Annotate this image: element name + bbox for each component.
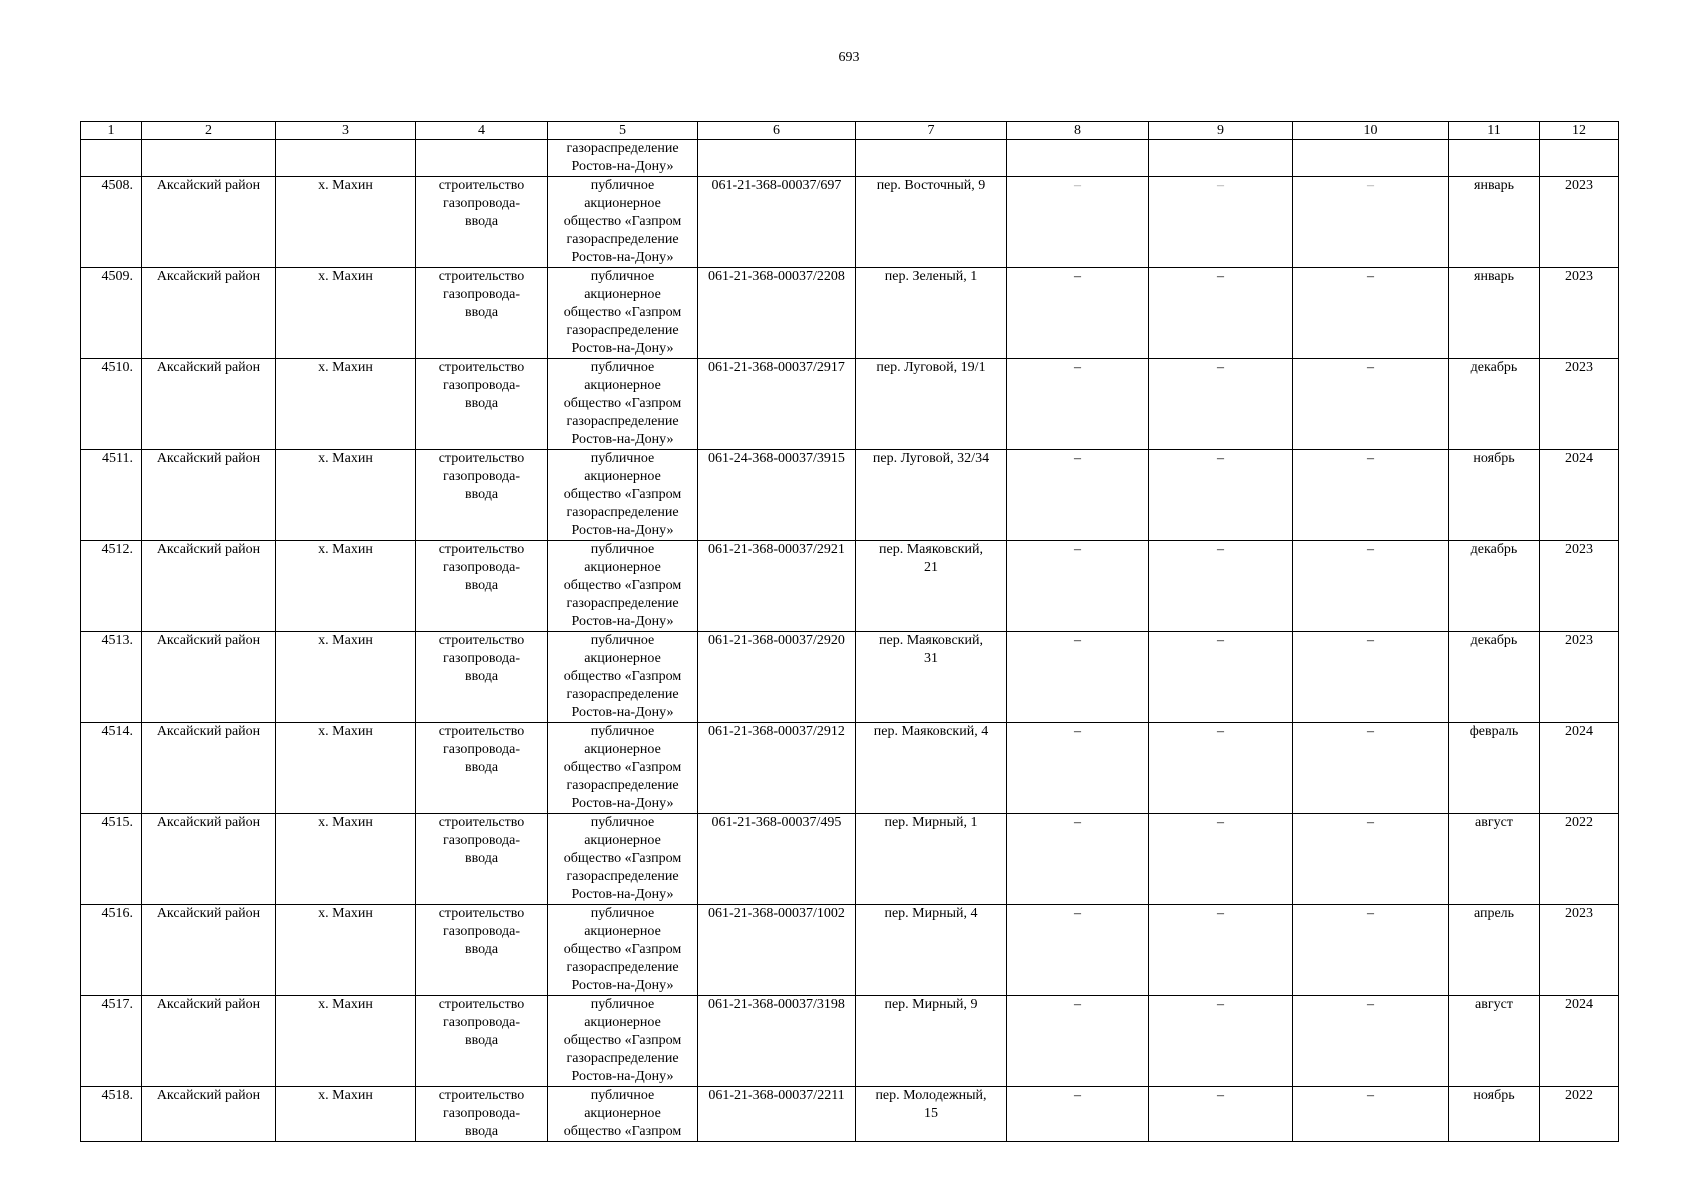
cell-month: ноябрь — [1449, 1087, 1540, 1142]
cell-organization — [548, 723, 698, 814]
address-line: пер. Мирный, 9 — [884, 997, 978, 1012]
cell-address — [856, 359, 1007, 450]
organization-line: газораспределение — [566, 960, 679, 975]
cell-col-10: – — [1293, 450, 1449, 541]
cell-object-code: 061-24-368-00037/3915 — [698, 450, 856, 541]
cell-address — [856, 996, 1007, 1087]
work-type-line: ввода — [464, 1124, 499, 1139]
cell-address — [856, 268, 1007, 359]
work-type-line: строительство — [438, 269, 525, 284]
organization-line: общество «Газпром — [563, 214, 682, 229]
cell-organization — [548, 541, 698, 632]
organization-line: общество «Газпром — [563, 487, 682, 502]
cell-settlement: х. Махин — [276, 905, 416, 996]
cell-col-10: – — [1293, 905, 1449, 996]
work-type-line: строительство — [438, 1088, 525, 1103]
address-line: пер. Зеленый, 1 — [884, 269, 978, 284]
cell-object-code: 061-21-368-00037/2912 — [698, 723, 856, 814]
cell-col-9: – — [1149, 1087, 1293, 1142]
cell-col-10: – — [1293, 723, 1449, 814]
organization-line: газораспределение — [566, 141, 679, 156]
cell-district: Аксайский район — [142, 905, 276, 996]
work-type-line: ввода — [464, 1033, 499, 1048]
header-cell: 6 — [698, 122, 856, 140]
cell-col-9: – — [1149, 632, 1293, 723]
cell-col-9: – — [1149, 177, 1293, 268]
cell-number: 4509. — [81, 268, 142, 359]
work-type-line: строительство — [438, 542, 525, 557]
header-cell: 12 — [1540, 122, 1619, 140]
organization-line: публичное — [590, 542, 655, 557]
cell-organization — [548, 905, 698, 996]
cell-col-9: – — [1149, 541, 1293, 632]
cell-address — [856, 905, 1007, 996]
cell-empty — [1007, 140, 1149, 177]
table-row — [81, 541, 1619, 632]
cell-month: январь — [1449, 177, 1540, 268]
work-type-line: ввода — [464, 942, 499, 957]
organization-line: акционерное — [584, 469, 661, 484]
cell-object-code: 061-21-368-00037/1002 — [698, 905, 856, 996]
header-cell: 4 — [416, 122, 548, 140]
cell-year: 2023 — [1540, 359, 1619, 450]
organization-line: газораспределение — [566, 323, 679, 338]
cell-col-10: – — [1293, 1087, 1449, 1142]
cell-district: Аксайский район — [142, 814, 276, 905]
organization-line: публичное — [590, 815, 655, 830]
address-line: пер. Маяковский, — [879, 542, 983, 557]
work-type-line: строительство — [438, 178, 525, 193]
cell-empty — [1449, 140, 1540, 177]
organization-line: акционерное — [584, 378, 661, 393]
organization-line: газораспределение — [566, 414, 679, 429]
cell-work-type — [416, 905, 548, 996]
register-table — [80, 121, 1619, 1142]
cell-organization — [548, 140, 698, 177]
address-line: пер. Луговой, 19/1 — [876, 360, 986, 375]
organization-line: акционерное — [584, 560, 661, 575]
address-line: пер. Мирный, 4 — [884, 906, 978, 921]
address-line: пер. Молодежный, — [875, 1088, 987, 1103]
work-type-line: ввода — [464, 578, 499, 593]
work-type-line: строительство — [438, 360, 525, 375]
header-cell: 10 — [1293, 122, 1449, 140]
cell-month: январь — [1449, 268, 1540, 359]
organization-line: общество «Газпром — [563, 396, 682, 411]
work-type-line: газопровода- — [442, 196, 520, 211]
cell-col-8: – — [1007, 177, 1149, 268]
cell-work-type — [416, 996, 548, 1087]
cell-organization — [548, 814, 698, 905]
cell-district: Аксайский район — [142, 450, 276, 541]
cell-district: Аксайский район — [142, 541, 276, 632]
organization-line: акционерное — [584, 196, 661, 211]
cell-settlement: х. Махин — [276, 814, 416, 905]
work-type-line: строительство — [438, 724, 525, 739]
cell-col-9: – — [1149, 359, 1293, 450]
header-row — [81, 122, 1619, 140]
header-cell: 11 — [1449, 122, 1540, 140]
work-type-line: газопровода- — [442, 1106, 520, 1121]
cell-year: 2022 — [1540, 814, 1619, 905]
cell-empty — [698, 140, 856, 177]
cell-month: декабрь — [1449, 541, 1540, 632]
cell-col-10: – — [1293, 814, 1449, 905]
cell-number: 4510. — [81, 359, 142, 450]
cell-work-type — [416, 177, 548, 268]
cell-number: 4512. — [81, 541, 142, 632]
organization-line: публичное — [590, 360, 655, 375]
table-row — [81, 814, 1619, 905]
cell-month: август — [1449, 996, 1540, 1087]
organization-line: общество «Газпром — [563, 1124, 682, 1139]
cell-work-type — [416, 359, 548, 450]
organization-line: общество «Газпром — [563, 851, 682, 866]
cell-col-8: – — [1007, 996, 1149, 1087]
organization-line: общество «Газпром — [563, 669, 682, 684]
table-row — [81, 359, 1619, 450]
cell-col-8: – — [1007, 905, 1149, 996]
cell-empty — [142, 140, 276, 177]
table-row — [81, 177, 1619, 268]
cell-address — [856, 450, 1007, 541]
cell-work-type — [416, 723, 548, 814]
organization-line: публичное — [590, 1088, 655, 1103]
organization-line: газораспределение — [566, 505, 679, 520]
table-row — [81, 450, 1619, 541]
cell-district: Аксайский район — [142, 996, 276, 1087]
organization-line: Ростов-на-Дону» — [571, 705, 674, 720]
organization-line: Ростов-на-Дону» — [571, 1069, 674, 1084]
work-type-line: газопровода- — [442, 560, 520, 575]
page-number: 693 — [838, 50, 860, 65]
work-type-line: строительство — [438, 633, 525, 648]
cell-settlement: х. Махин — [276, 1087, 416, 1142]
work-type-line: ввода — [464, 760, 499, 775]
cell-settlement: х. Махин — [276, 723, 416, 814]
organization-line: газораспределение — [566, 687, 679, 702]
work-type-line: газопровода- — [442, 651, 520, 666]
cell-organization — [548, 268, 698, 359]
address-line: 31 — [924, 651, 938, 666]
cell-month: апрель — [1449, 905, 1540, 996]
work-type-line: газопровода- — [442, 469, 520, 484]
cell-empty — [1293, 140, 1449, 177]
organization-line: газораспределение — [566, 778, 679, 793]
cell-empty — [81, 140, 142, 177]
organization-line: Ростов-на-Дону» — [571, 978, 674, 993]
cell-settlement: х. Махин — [276, 632, 416, 723]
cell-district: Аксайский район — [142, 359, 276, 450]
table-row — [81, 723, 1619, 814]
cell-col-10: – — [1293, 359, 1449, 450]
cell-empty — [416, 140, 548, 177]
cell-address — [856, 632, 1007, 723]
organization-line: Ростов-на-Дону» — [571, 341, 674, 356]
cell-year: 2024 — [1540, 450, 1619, 541]
cell-month: декабрь — [1449, 359, 1540, 450]
work-type-line: ввода — [464, 669, 499, 684]
cell-empty — [276, 140, 416, 177]
table-row — [81, 1087, 1619, 1142]
header-cell: 8 — [1007, 122, 1149, 140]
cell-year: 2023 — [1540, 541, 1619, 632]
organization-line: Ростов-на-Дону» — [571, 250, 674, 265]
cell-col-10: – — [1293, 996, 1449, 1087]
cell-col-10: – — [1293, 541, 1449, 632]
cell-settlement: х. Махин — [276, 450, 416, 541]
work-type-line: газопровода- — [442, 378, 520, 393]
work-type-line: ввода — [464, 214, 499, 229]
organization-line: публичное — [590, 906, 655, 921]
address-line: пер. Маяковский, — [879, 633, 983, 648]
cell-settlement: х. Махин — [276, 359, 416, 450]
cell-address — [856, 814, 1007, 905]
work-type-line: ввода — [464, 851, 499, 866]
organization-line: общество «Газпром — [563, 760, 682, 775]
cell-number: 4517. — [81, 996, 142, 1087]
cell-col-8: – — [1007, 359, 1149, 450]
cell-district: Аксайский район — [142, 1087, 276, 1142]
cell-organization — [548, 359, 698, 450]
organization-line: Ростов-на-Дону» — [571, 159, 674, 174]
organization-line: акционерное — [584, 924, 661, 939]
table-row — [81, 632, 1619, 723]
address-line: 15 — [924, 1106, 938, 1121]
cell-empty — [856, 140, 1007, 177]
work-type-line: газопровода- — [442, 833, 520, 848]
cell-col-8: – — [1007, 268, 1149, 359]
organization-line: общество «Газпром — [563, 578, 682, 593]
work-type-line: газопровода- — [442, 1015, 520, 1030]
work-type-line: газопровода- — [442, 287, 520, 302]
cell-col-8: – — [1007, 723, 1149, 814]
organization-line: газораспределение — [566, 869, 679, 884]
cell-number: 4516. — [81, 905, 142, 996]
cell-object-code: 061-21-368-00037/697 — [698, 177, 856, 268]
header-cell: 3 — [276, 122, 416, 140]
table-body — [81, 122, 1619, 1142]
organization-line: общество «Газпром — [563, 305, 682, 320]
cell-year: 2023 — [1540, 268, 1619, 359]
cell-year: 2024 — [1540, 996, 1619, 1087]
cell-col-8: – — [1007, 1087, 1149, 1142]
cell-organization — [548, 996, 698, 1087]
cell-settlement: х. Махин — [276, 177, 416, 268]
cell-object-code: 061-21-368-00037/2917 — [698, 359, 856, 450]
cell-number: 4513. — [81, 632, 142, 723]
cell-object-code: 061-21-368-00037/495 — [698, 814, 856, 905]
cell-object-code: 061-21-368-00037/2921 — [698, 541, 856, 632]
cell-work-type — [416, 268, 548, 359]
organization-line: общество «Газпром — [563, 942, 682, 957]
organization-line: акционерное — [584, 833, 661, 848]
organization-line: акционерное — [584, 651, 661, 666]
work-type-line: ввода — [464, 305, 499, 320]
organization-line: акционерное — [584, 742, 661, 757]
table-row — [81, 996, 1619, 1087]
cell-col-8: – — [1007, 450, 1149, 541]
cell-district: Аксайский район — [142, 723, 276, 814]
organization-line: Ростов-на-Дону» — [571, 432, 674, 447]
cell-address — [856, 541, 1007, 632]
table-row — [81, 905, 1619, 996]
cell-number: 4511. — [81, 450, 142, 541]
cell-settlement: х. Махин — [276, 541, 416, 632]
organization-line: общество «Газпром — [563, 1033, 682, 1048]
cell-number: 4515. — [81, 814, 142, 905]
address-line: 21 — [924, 560, 938, 575]
header-cell: 7 — [856, 122, 1007, 140]
cell-number: 4508. — [81, 177, 142, 268]
cell-col-9: – — [1149, 996, 1293, 1087]
cell-col-10: – — [1293, 268, 1449, 359]
cell-settlement: х. Махин — [276, 268, 416, 359]
cell-organization — [548, 450, 698, 541]
cell-year: 2024 — [1540, 723, 1619, 814]
cell-organization — [548, 632, 698, 723]
work-type-line: строительство — [438, 815, 525, 830]
cell-work-type — [416, 541, 548, 632]
cell-work-type — [416, 450, 548, 541]
work-type-line: строительство — [438, 451, 525, 466]
header-cell: 2 — [142, 122, 276, 140]
cell-month: август — [1449, 814, 1540, 905]
organization-line: газораспределение — [566, 232, 679, 247]
organization-line: публичное — [590, 633, 655, 648]
cell-district: Аксайский район — [142, 268, 276, 359]
organization-line: Ростов-на-Дону» — [571, 523, 674, 538]
cell-work-type — [416, 1087, 548, 1142]
address-line: пер. Мирный, 1 — [884, 815, 978, 830]
organization-line: газораспределение — [566, 1051, 679, 1066]
header-cell: 9 — [1149, 122, 1293, 140]
work-type-line: газопровода- — [442, 924, 520, 939]
cell-col-8: – — [1007, 814, 1149, 905]
work-type-line: строительство — [438, 906, 525, 921]
organization-line: публичное — [590, 269, 655, 284]
work-type-line: ввода — [464, 487, 499, 502]
address-line: пер. Маяковский, 4 — [873, 724, 989, 739]
cell-settlement: х. Махин — [276, 996, 416, 1087]
cell-organization — [548, 1087, 698, 1142]
organization-line: газораспределение — [566, 596, 679, 611]
cell-col-9: – — [1149, 905, 1293, 996]
organization-line: публичное — [590, 724, 655, 739]
cell-year: 2023 — [1540, 905, 1619, 996]
cell-address — [856, 723, 1007, 814]
cell-col-10: – — [1293, 177, 1449, 268]
cell-object-code: 061-21-368-00037/3198 — [698, 996, 856, 1087]
work-type-line: газопровода- — [442, 742, 520, 757]
cell-year: 2023 — [1540, 177, 1619, 268]
organization-line: акционерное — [584, 287, 661, 302]
cell-number: 4518. — [81, 1087, 142, 1142]
cell-organization — [548, 177, 698, 268]
cell-work-type — [416, 814, 548, 905]
cell-col-8: – — [1007, 541, 1149, 632]
header-cell: 5 — [548, 122, 698, 140]
organization-line: Ростов-на-Дону» — [571, 796, 674, 811]
cell-col-8: – — [1007, 632, 1149, 723]
cell-col-10: – — [1293, 632, 1449, 723]
cell-col-9: – — [1149, 814, 1293, 905]
cell-month: ноябрь — [1449, 450, 1540, 541]
cell-address — [856, 177, 1007, 268]
cell-work-type — [416, 632, 548, 723]
work-type-line: ввода — [464, 396, 499, 411]
address-line: пер. Луговой, 32/34 — [872, 451, 990, 466]
cell-district: Аксайский район — [142, 177, 276, 268]
cell-month: декабрь — [1449, 632, 1540, 723]
cell-empty — [1149, 140, 1293, 177]
work-type-line: строительство — [438, 997, 525, 1012]
cell-col-9: – — [1149, 268, 1293, 359]
cell-year: 2023 — [1540, 632, 1619, 723]
cell-month: февраль — [1449, 723, 1540, 814]
continuation-row — [81, 140, 1619, 177]
cell-object-code: 061-21-368-00037/2920 — [698, 632, 856, 723]
cell-district: Аксайский район — [142, 632, 276, 723]
cell-address — [856, 1087, 1007, 1142]
table-row — [81, 268, 1619, 359]
cell-object-code: 061-21-368-00037/2211 — [698, 1087, 856, 1142]
organization-line: Ростов-на-Дону» — [571, 614, 674, 629]
organization-line: публичное — [590, 451, 655, 466]
organization-line: публичное — [590, 178, 655, 193]
header-cell: 1 — [81, 122, 142, 140]
cell-object-code: 061-21-368-00037/2208 — [698, 268, 856, 359]
cell-col-9: – — [1149, 450, 1293, 541]
organization-line: публичное — [590, 997, 655, 1012]
organization-line: Ростов-на-Дону» — [571, 887, 674, 902]
organization-line: акционерное — [584, 1106, 661, 1121]
cell-empty — [1540, 140, 1619, 177]
address-line: пер. Восточный, 9 — [876, 178, 986, 193]
organization-line: акционерное — [584, 1015, 661, 1030]
cell-number: 4514. — [81, 723, 142, 814]
cell-year: 2022 — [1540, 1087, 1619, 1142]
cell-col-9: – — [1149, 723, 1293, 814]
